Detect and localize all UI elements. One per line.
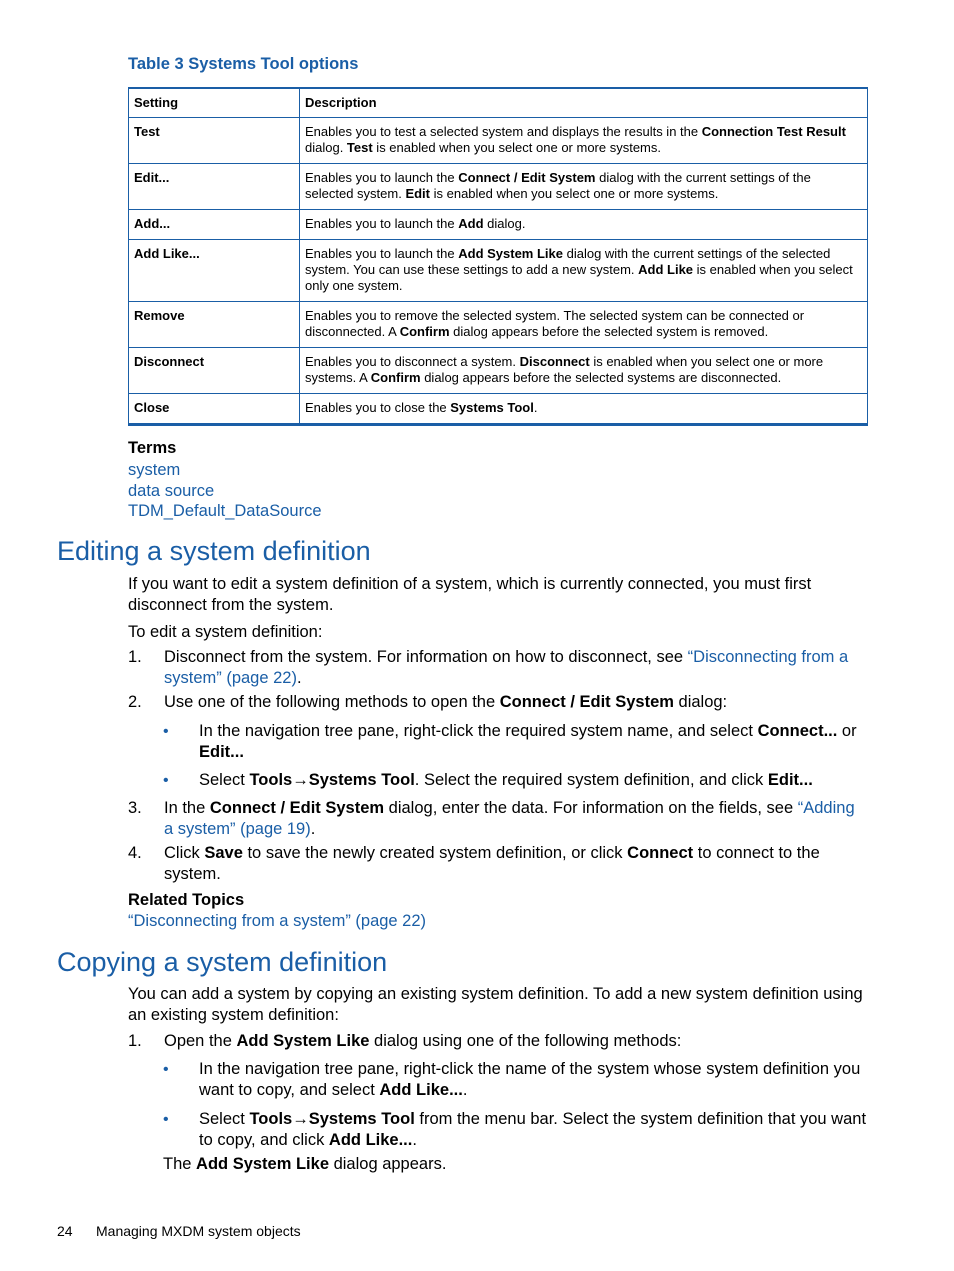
description-cell xyxy=(300,394,868,425)
text-run: dialog. xyxy=(305,140,347,155)
related-topics-heading: Related Topics xyxy=(128,891,245,909)
text-run: is enabled when you select one or more systems. xyxy=(372,140,661,155)
editing-intro: If you want to edit a system definition of a system, which is currently connected, you must first disconnect from the system. xyxy=(128,575,812,614)
section-title-editing: Editing a system definition xyxy=(57,536,371,566)
step-text-part xyxy=(164,799,798,817)
bold-term: Edit... xyxy=(767,771,813,789)
bullet-text xyxy=(199,770,867,791)
column-header-setting: Setting xyxy=(129,88,300,118)
bold-term: Connect / Edit System xyxy=(458,170,596,185)
table-row xyxy=(129,164,868,210)
table-row xyxy=(129,394,868,425)
table-row xyxy=(129,240,868,302)
bold-term: Connect / Edit System xyxy=(209,799,385,817)
section-title-copying: Copying a system definition xyxy=(57,947,388,977)
text-run: dialog: xyxy=(673,693,728,711)
text-run: . xyxy=(462,1081,468,1099)
bullet-text xyxy=(199,1059,867,1101)
step-text-end: . xyxy=(296,669,302,687)
text-run: is enabled when you select one or more systems. A xyxy=(305,354,824,385)
table-row xyxy=(129,348,868,394)
text-run: is enabled when you select one or more systems. xyxy=(430,186,719,201)
bold-term: Save xyxy=(204,844,243,862)
text-run: Use one of the following methods to open the xyxy=(164,693,500,711)
text-run: . xyxy=(412,1131,417,1149)
step-text-part: Disconnect from the system. For information on how to disconnect, see xyxy=(164,648,688,666)
description-cell xyxy=(300,118,868,164)
step-text xyxy=(164,692,868,713)
text-run: . Select the required system definition, and click xyxy=(414,771,768,789)
table-header-row xyxy=(129,88,868,118)
text-run: Enables you to launch the xyxy=(305,246,459,261)
step-text-end: . xyxy=(310,820,316,838)
bold-term: Add Like... xyxy=(379,1081,463,1099)
text-run: The xyxy=(163,1155,197,1173)
column-header-description: Description xyxy=(300,88,868,118)
text-run: from the menu bar. Select the system definition that you want to copy, and click xyxy=(199,1110,867,1149)
bold-term: Add System Like xyxy=(458,246,563,261)
text-run: dialog. xyxy=(483,216,526,231)
copying-result xyxy=(163,1154,868,1175)
bold-term: Add System Like xyxy=(236,1032,370,1050)
text-run: dialog with the current settings of the selected system. You can use these settings to add a new system. xyxy=(305,246,831,277)
bold-term: Tools xyxy=(249,771,293,789)
text-run: Click xyxy=(164,844,205,862)
step-number: 1. xyxy=(128,648,142,666)
table-row xyxy=(129,210,868,240)
link-disconnecting-from-system[interactable]: “Disconnecting from a system” (page 22) xyxy=(164,648,849,687)
table-caption: Table 3 Systems Tool options xyxy=(128,55,359,73)
text-run: → xyxy=(292,1110,309,1128)
text-run: In the navigation tree pane, right-click the name of the system whose system definition you want to copy, and select xyxy=(199,1060,861,1099)
setting-cell: Test xyxy=(129,118,300,164)
text-run: dialog appears. xyxy=(329,1155,447,1173)
text-run: Enables you to launch the xyxy=(305,170,459,185)
bold-term: Tools xyxy=(249,1110,293,1128)
text-run: to save the newly created system definition, or click xyxy=(242,844,628,862)
systems-tool-options-table xyxy=(128,87,868,426)
setting-cell: Edit... xyxy=(129,164,300,210)
text-run: In the xyxy=(164,799,210,817)
footer-section-name: Managing MXDM system objects xyxy=(96,1223,301,1239)
footer-page-number: 24 xyxy=(57,1223,73,1239)
setting-cell: Remove xyxy=(129,302,300,348)
bold-term: Disconnect xyxy=(519,354,590,369)
step-number: 1. xyxy=(128,1032,142,1050)
term-link-tdm-default-datasource[interactable]: TDM_Default_DataSource xyxy=(128,502,322,520)
bullet-icon: • xyxy=(163,1111,169,1128)
bold-term: Connect / Edit System xyxy=(499,693,674,711)
setting-cell: Close xyxy=(129,394,300,425)
step-text xyxy=(164,843,868,885)
editing-lead: To edit a system definition: xyxy=(128,623,323,641)
table-row xyxy=(129,302,868,348)
bullet-text xyxy=(199,721,867,763)
step-text xyxy=(164,647,868,689)
text-run: . xyxy=(533,400,538,415)
text-run: Select xyxy=(199,771,250,789)
bold-term: Connect xyxy=(627,844,694,862)
description-cell xyxy=(300,210,868,240)
bold-term: Systems Tool xyxy=(308,771,415,789)
text-run: or xyxy=(837,722,857,740)
link-adding-a-system[interactable]: “Adding a system” (page 19) xyxy=(164,799,855,838)
bold-term: Systems Tool xyxy=(450,400,534,415)
text-run: dialog appears before the selected system is removed. xyxy=(449,324,769,339)
table-row xyxy=(129,118,868,164)
bold-term: Add xyxy=(458,216,484,231)
text-run: dialog with the current settings of the selected system. xyxy=(305,170,811,201)
bold-term: Add Like... xyxy=(328,1131,413,1149)
step-number: 2. xyxy=(128,693,142,711)
description-cell xyxy=(300,302,868,348)
setting-cell: Add... xyxy=(129,210,300,240)
description-cell xyxy=(300,348,868,394)
setting-cell: Disconnect xyxy=(129,348,300,394)
copying-intro: You can add a system by copying an existing system definition. To add a new system definition using an existing system definition: xyxy=(128,985,863,1024)
terms-heading: Terms xyxy=(128,439,177,457)
bold-term: Add System Like xyxy=(196,1155,329,1173)
text-run: dialog, enter the data. For information on the fields, see xyxy=(384,799,798,817)
text-run: Enables you to close the xyxy=(305,400,451,415)
bold-term: Connect... xyxy=(757,722,838,740)
text-run: is enabled when you select only one system. xyxy=(305,262,853,293)
text-run: → xyxy=(292,771,309,789)
description-cell xyxy=(300,164,868,210)
bold-term: Connection Test Result xyxy=(701,124,846,139)
step-number: 4. xyxy=(128,844,142,862)
step-number: 3. xyxy=(128,799,142,817)
text-run: In the navigation tree pane, right-click the required system name, and select xyxy=(199,722,758,740)
related-link-disconnecting[interactable]: “Disconnecting from a system” (page 22) xyxy=(128,912,427,930)
bold-term: Test xyxy=(346,140,373,155)
text-run: dialog using one of the following methods: xyxy=(369,1032,682,1050)
bold-term: Confirm xyxy=(370,370,421,385)
bold-term: Systems Tool xyxy=(308,1110,415,1128)
bold-term: Add Like xyxy=(638,262,694,277)
description-cell xyxy=(300,240,868,302)
text-run: Select xyxy=(199,1110,250,1128)
text-run: dialog appears before the selected systems are disconnected. xyxy=(420,370,782,385)
text-run: Enables you to launch the xyxy=(305,216,459,231)
term-link-data-source[interactable]: data source xyxy=(128,482,215,500)
bullet-icon: • xyxy=(163,772,169,789)
text-run: Open the xyxy=(164,1032,237,1050)
term-link-system[interactable]: system xyxy=(128,461,181,479)
bold-term: Edit xyxy=(405,186,430,201)
bullet-text xyxy=(199,1109,867,1151)
bold-term: Edit... xyxy=(199,743,244,761)
setting-cell: Add Like... xyxy=(129,240,300,302)
text-run: Enables you to test a selected system and displays the results in the xyxy=(305,124,702,139)
text-run: Enables you to remove the selected system. The selected system can be connected or disconnected. A xyxy=(305,308,805,339)
text-run: Enables you to disconnect a system. xyxy=(305,354,520,369)
bullet-icon: • xyxy=(163,723,169,740)
step-text xyxy=(164,1031,868,1052)
step-text xyxy=(164,798,868,840)
text-run: to connect to the system. xyxy=(164,844,820,883)
bullet-icon: • xyxy=(163,1061,169,1078)
bold-term: Confirm xyxy=(399,324,450,339)
